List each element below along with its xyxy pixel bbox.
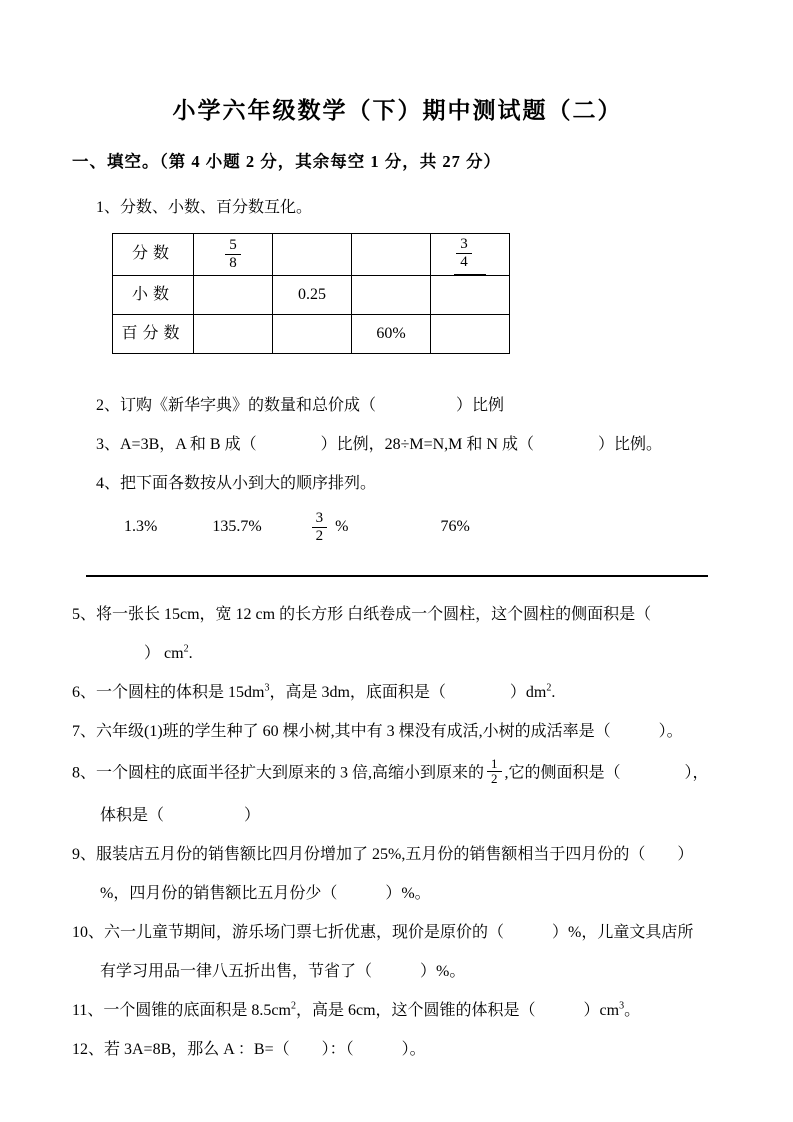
table-cell-empty xyxy=(273,314,352,353)
q6-text: ，高是 3dm，底面积是（ ）dm xyxy=(269,684,547,701)
sort-item: 135.7% xyxy=(212,518,262,536)
table-cell-empty xyxy=(352,234,431,276)
table-cell xyxy=(194,234,273,276)
q6-text: 6、一个圆柱的体积是 15dm xyxy=(72,684,265,701)
separator-line xyxy=(86,575,708,577)
question-8-line1 xyxy=(72,756,723,789)
superscript: 3 xyxy=(264,682,270,694)
fraction xyxy=(312,510,328,546)
fraction-denominator: 2 xyxy=(487,771,502,786)
q5-text: ） cm xyxy=(144,645,184,662)
question-1: 1、分数、小数、百分数互化。 xyxy=(96,199,313,216)
table-cell-empty xyxy=(194,314,273,353)
table-row-decimal xyxy=(113,275,510,314)
question-9-line2: %，四月份的销售额比五月份少（ ）%。 xyxy=(100,884,431,902)
sort-item xyxy=(312,510,349,546)
sort-item: 1.3% xyxy=(124,518,158,536)
q5-text-end: . xyxy=(188,645,193,662)
superscript: 3 xyxy=(619,1000,625,1012)
fraction-denominator: 4 xyxy=(456,253,472,271)
fraction-denominator: 8 xyxy=(225,254,241,272)
question-5-line2 xyxy=(72,642,723,666)
table-cell: 0.25 xyxy=(273,275,352,314)
sort-item: 76% xyxy=(440,518,470,536)
fraction xyxy=(487,757,502,787)
fraction-numerator: 3 xyxy=(315,509,324,526)
q11-text: 。 xyxy=(624,1001,641,1019)
table-cell-empty xyxy=(431,314,510,353)
question-3: 3、A=3B，A 和 B 成（ ）比例，28÷M=N,M 和 N 成（ ）比例。 xyxy=(96,435,662,453)
superscript: 2 xyxy=(290,1000,296,1012)
fraction-underline xyxy=(454,234,486,275)
sort-items xyxy=(72,510,723,546)
fraction-numerator: 3 xyxy=(460,236,468,252)
section-heading: 一、填空。（第 4 小题 2 分，其余每空 1 分，共 27 分） xyxy=(72,152,501,171)
table-label-cell: 分数 xyxy=(113,234,194,276)
question-4: 4、把下面各数按从小到大的顺序排列。 xyxy=(96,474,377,492)
q6-text: . xyxy=(551,684,556,701)
superscript: 2 xyxy=(183,643,189,655)
question-2: 2、订购《新华字典》的数量和总价成（ ）比例 xyxy=(96,396,505,414)
q8-text: 8、一个圆柱的底面半径扩大到原来的 3 倍,高缩小到原来的 xyxy=(72,764,485,782)
question-10-line2: 有学习用品一律八五折出售，节省了（ ）%。 xyxy=(100,962,466,980)
fraction-numerator: 1 xyxy=(491,756,498,771)
superscript: 2 xyxy=(546,682,552,694)
question-7: 7、六年级(1)班的学生种了 60 棵小树,其中有 3 棵没有成活,小树的成活率是（ ）。 xyxy=(72,723,683,740)
fraction xyxy=(456,236,472,272)
table-label-cell: 小数 xyxy=(113,275,194,314)
question-11 xyxy=(72,999,723,1023)
q8-text: ,它的侧面积是（ ）， xyxy=(504,764,709,782)
q11-text: 11、一个圆锥的底面积是 8.5cm xyxy=(72,1001,291,1019)
question-6 xyxy=(72,681,723,705)
fraction xyxy=(225,237,241,273)
question-5-line1: 5、将一张长 15cm，宽 12 cm 的长方形 白纸卷成一个圆柱，这个圆柱的侧面积是（ xyxy=(72,606,652,623)
table-cell-empty xyxy=(352,275,431,314)
table-cell xyxy=(431,234,510,276)
question-10-line1: 10、六一儿童节期间，游乐场门票七折优惠，现价是原价的（ ）%，儿童文具店所 xyxy=(72,923,694,941)
question-8-line2: 体积是（ ） xyxy=(100,806,261,824)
table-row-percent xyxy=(113,314,510,353)
conversion-table xyxy=(112,233,510,354)
q11-text: ，高是 6cm，这个圆锥的体积是（ ）cm xyxy=(295,1001,620,1019)
page-title: 小学六年级数学（下）期中测试题（二） xyxy=(172,98,623,123)
table-cell: 60% xyxy=(352,314,431,353)
fraction-denominator: 2 xyxy=(312,527,328,545)
table-cell-empty xyxy=(273,234,352,276)
question-12: 12、若 3A=8B，那么 A ：B=（ ）：（ ）。 xyxy=(72,1040,426,1058)
fraction-numerator: 5 xyxy=(229,236,237,253)
table-label-cell: 百分数 xyxy=(113,314,194,353)
question-9-line1: 9、服装店五月份的销售额比四月份增加了 25%,五月份的销售额相当于四月份的（ ） xyxy=(72,845,694,863)
table-row-fraction xyxy=(113,234,510,276)
table-cell-empty xyxy=(194,275,273,314)
table-cell-empty xyxy=(431,275,510,314)
percent-sign: % xyxy=(335,518,349,536)
